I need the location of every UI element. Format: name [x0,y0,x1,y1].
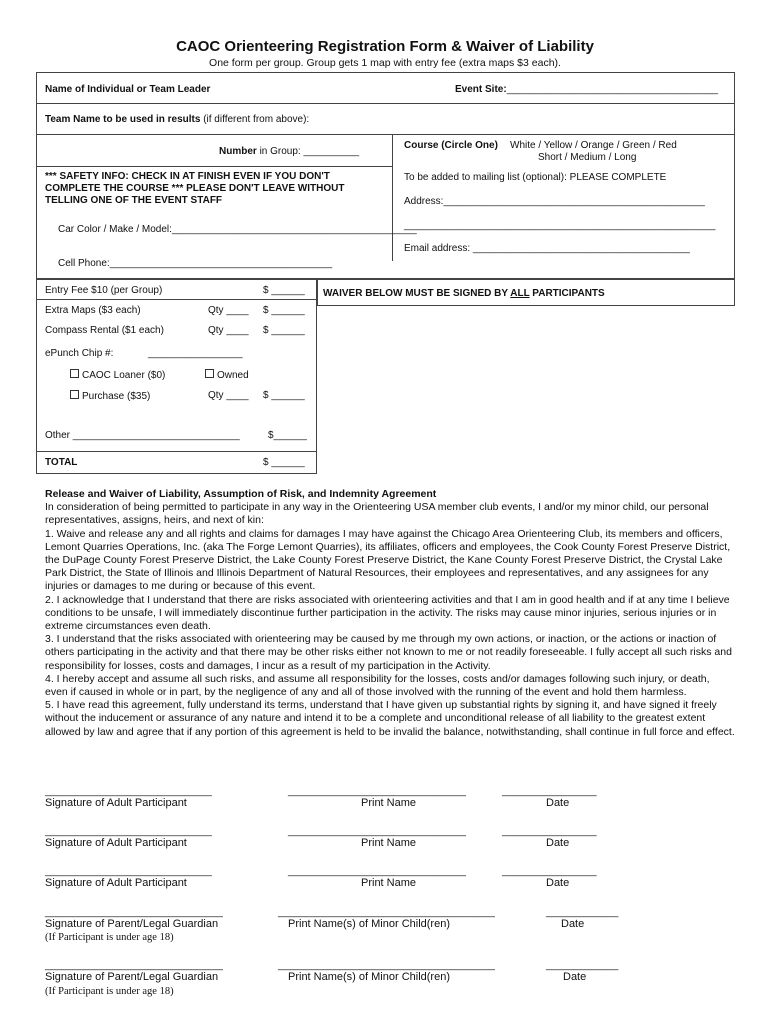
event-site-label: Event Site: [455,84,507,95]
email-line: _______________________________________ [472,243,690,254]
extra-maps-label: Extra Maps ($3 each) [45,305,141,316]
waiver-clause-2: 2. I acknowledge that I understand that there are risks associated with orienteering activities and that I am in good health and if at any time I believe conditions to be unsafe, I will immediately discontinue further participation in the activity. The risks may cause minor injuries, serious injuries or in extreme circumstances even death. [45,593,730,633]
waiver-banner [323,288,605,299]
purchase-option[interactable] [70,390,150,402]
other-field[interactable] [45,430,240,441]
compass-qty[interactable]: Qty ____ [208,325,249,336]
divider [36,299,317,300]
course-label: Course (Circle One) [404,140,498,151]
guardian-sig-label-2: Signature of Parent/Legal Guardian [45,971,219,983]
team-name-note: (if different from above): [203,114,310,125]
adult-sig-label-3: Signature of Adult Participant [45,877,187,889]
team-name-field[interactable] [45,114,309,125]
adult-print-label-1: Print Name [361,797,417,809]
epunch-number[interactable]: _________________ [148,348,243,359]
name-label: Name of Individual or Team Leader [45,84,211,95]
guardian-sig-label-1: Signature of Parent/Legal Guardian [45,918,219,930]
course-options-colors[interactable]: White / Yellow / Orange / Green / Red [510,140,677,151]
safety-info-line1: *** SAFETY INFO: CHECK IN AT FINISH EVEN IF YOU DON'T [45,171,330,182]
owned-label: Owned [217,370,249,381]
cell-label: Cell Phone: [58,258,110,269]
entry-fee-label: Entry Fee $10 (per Group) [45,285,163,296]
divider [36,166,392,167]
loaner-label: CAOC Loaner ($0) [82,370,166,381]
divider [36,103,735,104]
event-site-field[interactable] [455,84,718,95]
under-18-note-1: (If Participant is under age 18) [45,932,174,943]
cell-line: ________________________________________ [109,258,333,269]
adult-sig-line-2[interactable]: ______________________________ [45,826,212,837]
loaner-option[interactable] [70,369,165,381]
email-field[interactable] [404,243,690,254]
waiver-intro: In consideration of being permitted to participate in any way in the Orienteering USA member club events, I and/or my minor child, our personal representatives, assigns, heirs, and next of kin: [45,501,709,527]
number-suffix: in Group: [259,146,301,157]
safety-info-line2: COMPLETE THE COURSE *** PLEASE DON'T LEAVE WITHOUT [45,183,345,194]
total-amount[interactable]: $ ______ [263,457,305,468]
purchase-checkbox[interactable] [70,390,79,399]
safety-info-line3: TELLING ONE OF THE EVENT STAFF [45,195,223,206]
adult-print-line-2[interactable]: ________________________________ [288,826,466,837]
epunch-label: ePunch Chip #: [45,348,114,359]
under-18-note-2: (If Participant is under age 18) [45,986,174,997]
address-line-2[interactable]: ________________________________________________________ [404,220,716,231]
adult-date-label-2: Date [546,837,570,849]
waiver-banner-suffix: PARTICIPANTS [529,288,605,299]
address-line: _______________________________________________ [443,196,705,207]
purchase-qty[interactable]: Qty ____ [208,390,249,401]
adult-date-line-3[interactable]: _________________ [502,866,597,877]
waiver-banner-all: ALL [510,288,530,299]
guardian-date-line-1[interactable]: _____________ [546,907,619,918]
purchase-amount[interactable]: $ ______ [263,390,305,401]
adult-date-label-1: Date [546,797,570,809]
divider [392,134,393,261]
extra-maps-qty[interactable]: Qty ____ [208,305,249,316]
waiver-text [45,488,735,739]
minor-print-label-1: Print Name(s) of Minor Child(ren) [288,918,450,930]
adult-print-line-3[interactable]: ________________________________ [288,866,466,877]
adult-date-line-1[interactable]: _________________ [502,786,597,797]
adult-sig-label-1: Signature of Adult Participant [45,797,187,809]
compass-amount[interactable]: $ ______ [263,325,305,336]
other-label: Other [45,430,71,441]
guardian-sig-line-2[interactable]: ________________________________ [45,960,223,971]
waiver-clause-1: 1. Waive and release any and all rights and claims for damages I may have against the Chicago Area Orienteering Club, its members and officers, Lemont Quarries Operations, Inc. (aka The Forge Lemont Quarries), its affiliates, officers and employees, the Cook County Forest Preserve District, the DuPage County Forest Preserve District, the Lake County Forest Preserve District, the Kane County Forest Preserve District, the Crystal Lake Park District, the State of Illinois and Illinois Department of Natural Resources, their employees and representatives, and any assignees for any injuries or damages to me during or because of this event. [45,527,731,593]
adult-sig-line-3[interactable]: ______________________________ [45,866,212,877]
loaner-checkbox[interactable] [70,369,79,378]
mailing-list-label: To be added to mailing list (optional): PLEASE COMPLETE [404,172,667,183]
adult-print-label-2: Print Name [361,837,417,849]
course-options-lengths[interactable]: Short / Medium / Long [538,152,637,163]
guardian-date-label-1: Date [561,918,585,930]
number-in-group-field[interactable] [219,146,359,157]
other-line: ______________________________ [72,430,240,441]
adult-print-line-1[interactable]: ________________________________ [288,786,466,797]
total-label: TOTAL [45,457,78,468]
event-site-line: ______________________________________ [506,84,719,95]
divider [36,451,317,452]
guardian-sig-line-1[interactable]: ________________________________ [45,907,223,918]
minor-print-line-2[interactable]: _______________________________________ [278,960,495,971]
number-label: Number [219,146,257,157]
page-title: CAOC Orienteering Registration Form & Waiver of Liability [176,38,594,55]
extra-maps-amount[interactable]: $ ______ [263,305,305,316]
guardian-date-label-2: Date [563,971,587,983]
number-line: __________ [303,146,360,157]
entry-fee-amount[interactable]: $ ______ [263,285,305,296]
owned-option[interactable] [205,369,249,381]
minor-print-line-1[interactable]: _______________________________________ [278,907,495,918]
adult-sig-line-1[interactable]: ______________________________ [45,786,212,797]
divider [36,134,735,135]
guardian-date-line-2[interactable]: _____________ [546,960,619,971]
address-field[interactable] [404,196,705,207]
page-subtitle: One form per group. Group gets 1 map with entry fee (extra maps $3 each). [209,57,561,69]
waiver-banner-prefix: WAIVER BELOW MUST BE SIGNED BY [323,288,511,299]
car-line: ____________________________________________ [171,224,417,235]
purchase-label: Purchase ($35) [82,391,151,402]
compass-label: Compass Rental ($1 each) [45,325,164,336]
adult-sig-label-2: Signature of Adult Participant [45,837,187,849]
other-amount[interactable]: $______ [268,430,307,441]
waiver-heading: Release and Waiver of Liability, Assumption of Risk, and Indemnity Agreement [45,488,437,500]
team-name-label: Team Name to be used in results [45,114,201,125]
car-label: Car Color / Make / Model: [58,224,172,235]
address-label: Address: [404,196,444,207]
adult-date-line-2[interactable]: _________________ [502,826,597,837]
waiver-clause-5: 5. I have read this agreement, fully understand its terms, understand that I have given up substantial rights by signing it, and have signed it freely without the inducement or assurance of any nature and intend it to be a complete and unconditional release of all liability to the greatest extent allowed by law and agree that if any portion of this agreement is held to be invalid the balance, notwithstanding, shall continue in full force and effect. [45,699,735,738]
cell-phone-field[interactable] [58,258,332,269]
waiver-clause-4: 4. I hereby accept and assume all such risks, and assume all responsibility for the losses, costs and/or damages following such injury, or death, even if caused in whole or in part, by the negligence of any and all of those involved with the running of the event and hold them harmless. [45,672,710,699]
owned-checkbox[interactable] [205,369,214,378]
email-label: Email address: [404,243,471,254]
car-field[interactable] [58,224,417,235]
adult-date-label-3: Date [546,877,570,889]
adult-print-label-3: Print Name [361,877,417,889]
minor-print-label-2: Print Name(s) of Minor Child(ren) [288,971,450,983]
waiver-clause-3: 3. I understand that the risks associated with orienteering may be caused by me through my own actions, or inaction, or the actions or inaction of others participating in the activity and that there may be other risks either not known to me or not readily foreseeable. I fully accept all such risks and responsibility for losses, costs and damages, I incur as a result of my participation in the Activity. [45,633,732,672]
